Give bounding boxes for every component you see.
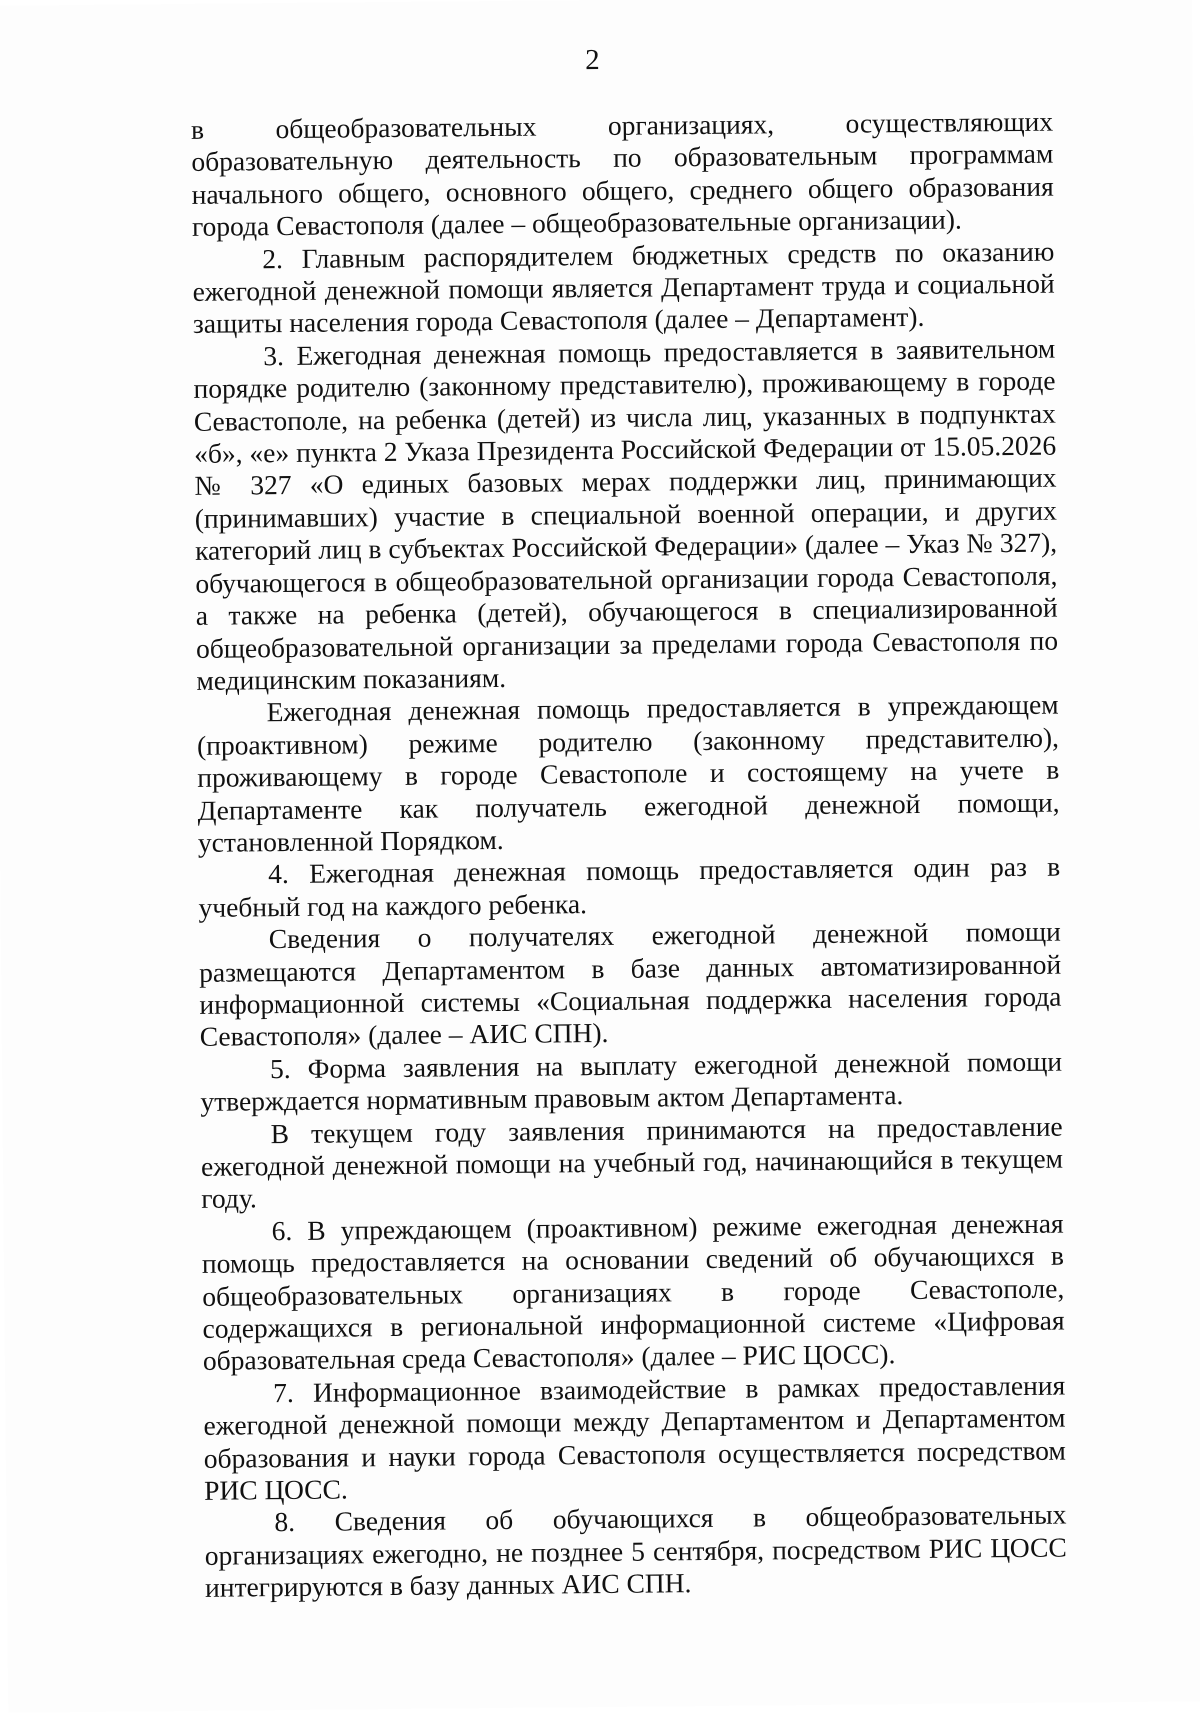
paragraph-item-7: 7. Информационное взаимодействие в рамках предоставления ежегодной денежной помощи между Департаментом и Департаментом образования и науки города Севастополя осуществляется посредством РИС ЦОСС. xyxy=(203,1369,1066,1506)
paragraph-item-3-proactive: Ежегодная денежная помощь предоставляется в упреждающем (проактивном) режиме родителю (законному представителю), проживающему в городе Севастополе и состоящему на учете в Департаменте как получатель ежегодной денежной помощи, установленной Порядком. xyxy=(196,688,1060,858)
page-number: 2 xyxy=(585,43,600,77)
paragraph-item-8: 8. Сведения об обучающихся в общеобразовательных организациях ежегодно, не позднее 5 сентября, посредством РИС ЦОСС интегрируются в базу данных АИС СПН. xyxy=(204,1499,1067,1604)
document-body xyxy=(191,106,1067,1605)
paragraph-item-2: 2. Главным распорядителем бюджетных средств по оказанию ежегодной денежной помощи является Департамент труда и социальной защиты населения города Севастополя (далее – Департамент). xyxy=(192,235,1055,340)
paragraph-item-4-recipients: Сведения о получателях ежегодной денежной помощи размещаются Департаментом в базе данных автоматизированной информационной системы «Социальная поддержка населения города Севастополя» (далее – АИС СПН). xyxy=(199,915,1062,1053)
paragraph-item-3: 3. Ежегодная денежная помощь предоставляется в заявительном порядке родителю (законному представителю), проживающему в городе Севастополе, на ребенка (детей) из числа лиц, указанных в подпунктах «б», «е» пункта 2 Указа Президента Российской Федерации от 15.05.2026 № 327 «О единых базовых мерах поддержки лиц, принимающих (принимавших) участие в специальной военной операции, и других категорий лиц в субъектах Российской Федерации» (далее – Указ № 327), обучающегося в общеобразовательной организации города Севастополя, а также на ребенка (детей), обучающегося в специализированной общеобразовательной организации за пределами города Севастополя по медицинским показаниям. xyxy=(193,332,1059,696)
paragraph-item-5-current-year: В текущем году заявления принимаются на предоставление ежегодной денежной помощи на учебный год, начинающийся в текущем году. xyxy=(200,1110,1064,1215)
paragraph-item-4: 4. Ежегодная денежная помощь предоставляется один раз в учебный год на каждого ребенка. xyxy=(198,850,1061,923)
paragraph-continuation: в общеобразовательных организациях, осуществляющих образовательную деятельность по образовательным программам начального общего, основного общего, среднего общего образования города Севастополя (далее – общеобразовательные организации). xyxy=(190,105,1054,243)
paragraph-item-5: 5. Форма заявления на выплату ежегодной денежной помощи утверждается нормативным правовым актом Департамента. xyxy=(200,1045,1063,1118)
paragraph-item-6: 6. В упреждающем (проактивном) режиме ежегодная денежная помощь предоставляется на основании сведений об обучающихся в общеобразовательных организациях в городе Севастополе, содержащихся в региональной информационной системе «Цифровая образовательная среда Севастополя» (далее – РИС ЦОСС). xyxy=(201,1207,1065,1377)
